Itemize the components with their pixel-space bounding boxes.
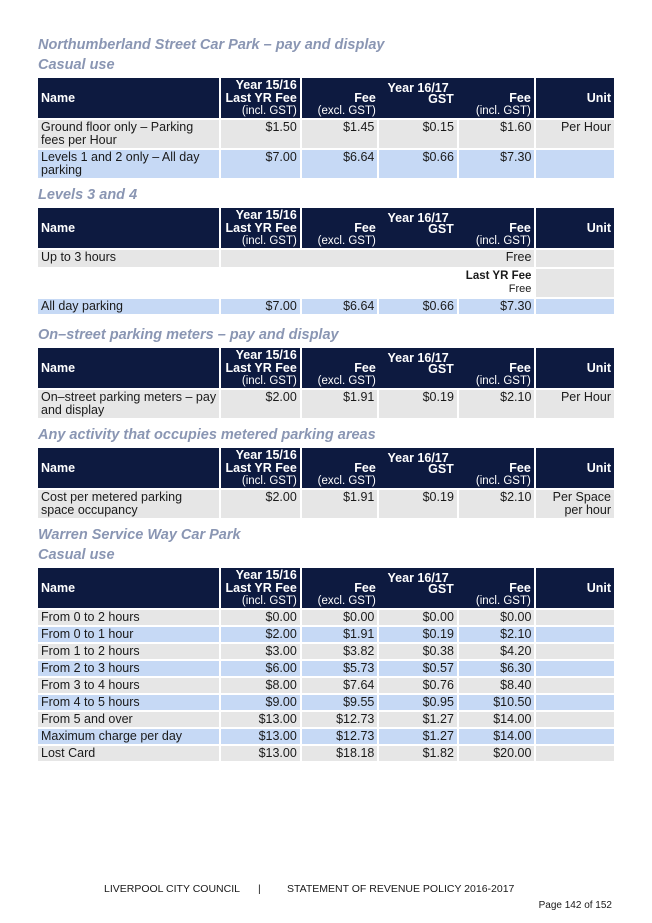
- table-header: Name Year 15/16 Last YR Fee (incl. GST) Year 16/17 Fee (excl. GST) GST Fee (incl. GST) Unit: [38, 568, 614, 608]
- table-header: Name Year 15/16 Last YR Fee (incl. GST) Year 16/17 Fee (excl. GST) GST Fee (incl. GST) Unit: [38, 348, 614, 388]
- note-label: Last YR Fee: [465, 270, 532, 282]
- table-row: Lost Card $13.00 $18.18 $1.82 $20.00: [38, 746, 614, 761]
- footer-separator: |: [258, 883, 261, 895]
- table-row: All day parking $7.00 $6.64 $0.66 $7.30: [38, 299, 614, 314]
- table-row: From 5 and over $13.00 $12.73 $1.27 $14.00: [38, 712, 614, 727]
- note-value: Free: [508, 283, 532, 295]
- table-row: Cost per metered parking space occupancy $2.00 $1.91 $0.19 $2.10 Per Space per hour: [38, 490, 614, 518]
- section-title: On–street parking meters – pay and display: [38, 327, 339, 343]
- footer-doc-title: STATEMENT OF REVENUE POLICY 2016-2017: [287, 883, 515, 895]
- table-row: Ground floor only – Parking fees per Hour $1.50 $1.45 $0.15 $1.60 Per Hour: [38, 120, 614, 148]
- section-title: Levels 3 and 4: [38, 187, 138, 203]
- footer-org: LIVERPOOL CITY COUNCIL: [104, 883, 240, 895]
- table-row: On–street parking meters – pay and display $2.00 $1.91 $0.19 $2.10 Per Hour: [38, 390, 614, 418]
- section-subtitle: Casual use: [38, 547, 115, 563]
- table-row: From 0 to 2 hours $0.00 $0.00 $0.00 $0.00: [38, 610, 614, 625]
- table-row: Levels 1 and 2 only – All day parking $7.00 $6.64 $0.66 $7.30: [38, 150, 614, 178]
- header-year2-group: Year 16/17 Fee (excl. GST) GST Fee (incl. GST): [302, 78, 535, 118]
- table-row: Maximum charge per day $13.00 $12.73 $1.27 $14.00: [38, 729, 614, 744]
- page-number: Page 142 of 152: [538, 900, 612, 911]
- header-name: Name: [38, 78, 219, 118]
- fee-table-levels-3-4: [36, 206, 616, 316]
- table-header: Name Year 15/16 Last YR Fee (incl. GST) Year 16/17 Fee (excl. GST) GST Fee (incl. GST) Unit: [38, 208, 614, 248]
- section-title: Warren Service Way Car Park: [38, 527, 241, 543]
- table-row: From 1 to 2 hours $3.00 $3.82 $0.38 $4.20: [38, 644, 614, 659]
- fee-table-warren-service-way: [36, 566, 616, 763]
- table-row: From 0 to 1 hour $2.00 $1.91 $0.19 $2.10: [38, 627, 614, 642]
- table-row: From 3 to 4 hours $8.00 $7.64 $0.76 $8.40: [38, 678, 614, 693]
- header-unit: Unit: [536, 78, 614, 118]
- section-title: Any activity that occupies metered parking areas: [38, 427, 376, 443]
- table-header: [38, 78, 614, 118]
- section-title: Northumberland Street Car Park – pay and display: [38, 37, 385, 53]
- section-subtitle: Casual use: [38, 57, 115, 73]
- table-row: Up to 3 hours Free: [38, 250, 614, 267]
- table-row: [38, 269, 614, 297]
- table-row: From 4 to 5 hours $9.00 $9.55 $0.95 $10.50: [38, 695, 614, 710]
- table-header: Name Year 15/16 Last YR Fee (incl. GST) Year 16/17 Fee (excl. GST) GST Fee (incl. GST) Unit: [38, 448, 614, 488]
- header-last-yr: Year 15/16 Last YR Fee (incl. GST): [221, 78, 300, 118]
- fee-table-on-street: [36, 346, 616, 420]
- fee-table-metered-occupancy: [36, 446, 616, 520]
- table-row: From 2 to 3 hours $6.00 $5.73 $0.57 $6.30: [38, 661, 614, 676]
- fee-table-northumberland: [36, 76, 616, 180]
